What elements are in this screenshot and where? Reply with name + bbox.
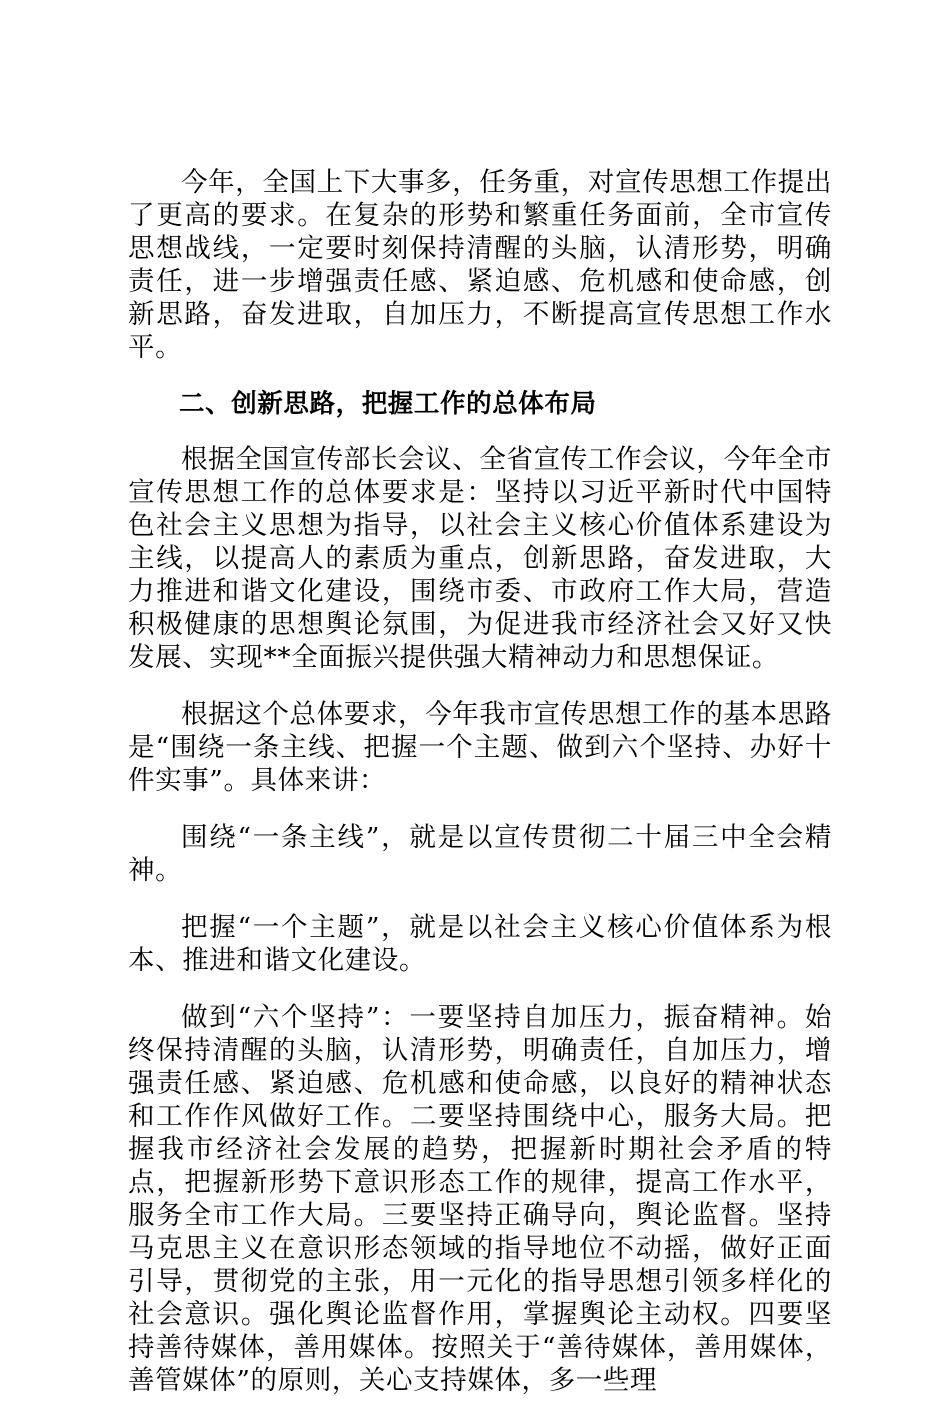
paragraph-six-persistences: 做到“六个坚持”：一要坚持自加压力，振奋精神。始终保持清醒的头脑，认清形势，明确责任，自加压力，增强责任感、紧迫感、危机感和使命感，以良好的精神状态和工作作风做好工作。二要坚持围绕中心，服务大局。把握我市经济社会发展的趋势，把握新时期社会矛盾的特点，把握新形势下意识形态工作的规律，提高工作水平，服务全市工作大局。三要坚持正确导向，舆论监督。坚持马克思主义在意识形态领域的指导地位不动摇，做好正面引导，贯彻党的主张，用一元化的指导思想引领多样化的社会意识。强化舆论监督作用，掌握舆论主动权。四要坚持善待媒体，善用媒体。按照关于“善待媒体，善用媒体，善管媒体”的原则，关心支持媒体，多一些理 bbox=[128, 1002, 832, 1396]
paragraph-overall-requirements: 根据全国宣传部长会议、全省宣传工作会议，今年全市宣传思想工作的总体要求是：坚持以习近平新时代中国特色社会主义思想为指导，以社会主义核心价值体系建设为主线，以提高人的素质为重点，创新思路，奋发进取，大力推进和谐文化建设，围绕市委、市政府工作大局，营造积极健康的思想舆论氛围，为促进我市经济社会又好又快发展、实现**全面振兴提供强大精神动力和思想保证。 bbox=[128, 444, 832, 673]
paragraph-intro: 今年，全国上下大事多，任务重，对宣传思想工作提出了更高的要求。在复杂的形势和繁重任务面前，全市宣传思想战线，一定要时刻保持清醒的头脑，认清形势，明确责任，进一步增强责任感、紧迫感、危机感和使命感，创新思路，奋发进取，自加压力，不断提高宣传思想工作水平。 bbox=[128, 167, 832, 363]
paragraph-basic-approach: 根据这个总体要求，今年我市宣传思想工作的基本思路是“围绕一条主线、把握一个主题、做到六个坚持、办好十件实事”。具体来讲： bbox=[128, 699, 832, 796]
paragraph-one-main-line: 围绕“一条主线”，就是以宣传贯彻二十届三中全会精神。 bbox=[128, 822, 832, 886]
paragraph-one-theme: 把握“一个主题”，就是以社会主义核心价值体系为根本、推进和谐文化建设。 bbox=[128, 912, 832, 976]
section-heading: 二、创新思路，把握工作的总体布局 bbox=[179, 389, 597, 419]
document-body bbox=[128, 166, 832, 1421]
